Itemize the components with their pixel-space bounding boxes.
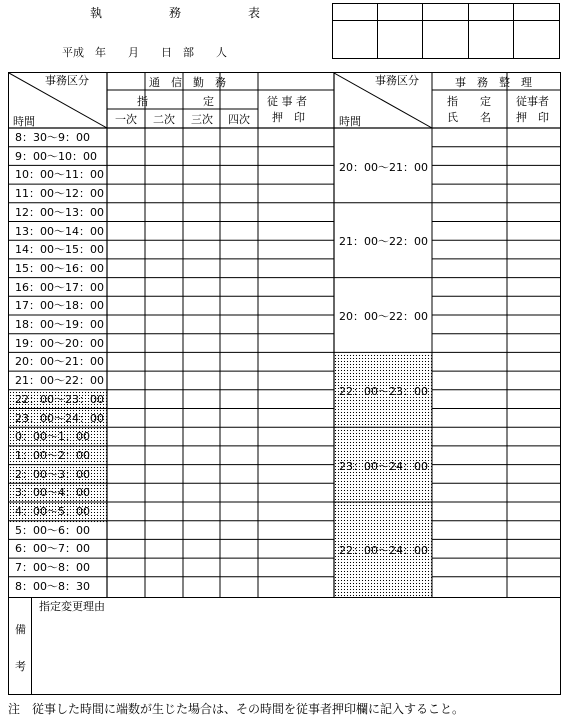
right-block-2: 21：00～22：00 [339,235,428,248]
stamp-cell[interactable] [469,4,514,21]
right-block-5: 23：00～24：00 [339,460,428,473]
left-division-label: 事務区分 [45,74,89,87]
time-row-label: 11：00～12：00 [15,187,104,201]
stamp-cell[interactable] [333,4,378,21]
time-row-label: 21：00～22：00 [15,374,104,388]
time-row-label: 1：00～2：00 [15,448,90,462]
time-row-label: 4：00～5：00 [15,505,90,518]
stamp-cell[interactable] [378,4,423,21]
change-reason-field[interactable] [33,613,558,692]
time-row-label: 13：00～14：00 [15,224,104,238]
duty-table [8,72,561,598]
stamp-cell[interactable] [514,4,559,21]
clerical-title: 事 務 整 理 [455,76,532,89]
right-block-6: 22：00～24：00 [339,544,428,557]
right-time-label: 時間 [339,115,361,128]
time-row-label: 16：00～17：00 [15,280,104,294]
time-row-label: 15：00～16：00 [15,261,104,275]
time-row-label: 14：00～15：00 [15,243,104,257]
time-row-label: 19：00～20：00 [15,336,104,350]
left-designated-label: 指 定 [137,95,214,108]
title-char-3: 表 [247,6,260,20]
left-staff-label: 従 事 者 [267,95,307,108]
stamp-cell[interactable] [423,4,468,21]
time-row-label: 8：00～8：30 [15,579,90,593]
time-row-label: 22：00～23：00 [15,392,104,406]
order-4: 四次 [228,113,250,126]
form-title [90,4,260,21]
order-3: 三次 [191,113,213,126]
stamp-cell[interactable] [514,21,559,58]
left-seal-label: 押 印 [272,111,305,124]
footer-note: 注 従事した時間に端数が生じた場合は、その時間を従事者押印欄に記入すること。 [8,702,465,716]
comm-duty-title: 通 信 勤 務 [149,76,226,89]
title-char-1: 執 [90,6,103,20]
order-2: 二次 [153,113,175,126]
time-row-label: 20：00～21：00 [15,355,104,369]
remarks-box [8,597,561,695]
time-row-label: 17：00～18：00 [15,299,104,313]
right-staff-label: 従事者 [516,95,549,108]
right-designated-label: 指 定 [447,95,491,108]
time-row-label: 3：00～4：00 [15,486,90,500]
remarks-label-1: 備 [15,623,26,636]
approval-stamp-boxes [332,3,560,59]
date-department-line: 平成 年 月 日 部 人 [62,46,227,59]
right-block-3: 20：00～22：00 [339,310,428,323]
stamp-cell[interactable] [378,21,423,58]
stamp-cell[interactable] [333,21,378,58]
time-row-label: 9：00～10：00 [15,149,97,163]
order-1: 一次 [115,113,137,126]
left-time-label: 時間 [13,115,35,128]
right-division-label: 事務区分 [375,74,419,87]
right-name-label: 氏 名 [447,111,491,124]
right-block-1: 20：00～21：00 [339,161,428,174]
time-row-label: 10：00～11：00 [15,168,104,182]
right-block-4: 22：00～23：00 [339,385,428,398]
time-row-label: 5：00～6：00 [15,523,90,537]
time-row-label: 2：00～3：00 [15,467,90,481]
stamp-cell[interactable] [423,21,468,58]
title-char-2: 務 [168,6,181,20]
time-row-label: 23：00～24：00 [15,411,104,425]
right-seal-label: 押 印 [516,111,549,124]
time-row-label: 8：30～9：00 [15,131,90,144]
time-row-label: 7：00～8：00 [15,561,90,575]
remarks-label-2: 考 [15,660,26,673]
change-reason-label: 指定変更理由 [39,600,105,613]
time-row-label: 6：00～7：00 [15,542,90,556]
time-row-label: 12：00～13：00 [15,205,104,219]
time-row-label: 0：00～1：00 [15,430,90,444]
stamp-cell[interactable] [469,21,514,58]
time-row-label: 18：00～19：00 [15,318,104,331]
